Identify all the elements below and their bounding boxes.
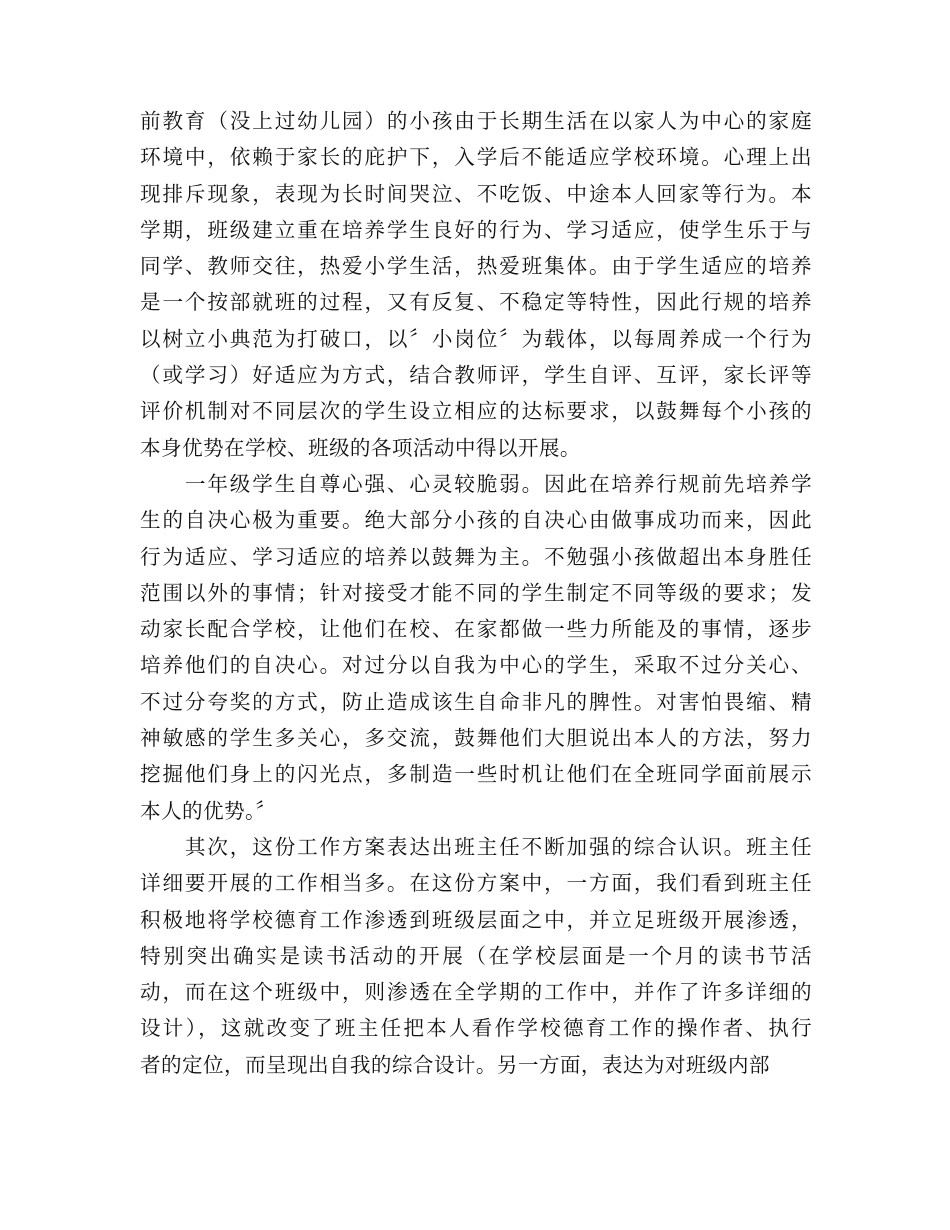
text-line: 详细要开展的工作相当多。在这份方案中，一方面，我们看到班主任 xyxy=(140,871,812,896)
text-line: 本身优势在学校、班级的各项活动中得以开展。 xyxy=(140,435,581,460)
paragraph xyxy=(140,466,812,829)
text-line: （或学习）好适应为方式，结合教师评，学生自评、互评，家长评等 xyxy=(140,363,812,388)
text-line: 者的定位，而呈现出自我的综合设计。另一方面，表达为对班级内部 xyxy=(140,1052,770,1077)
text-line: 动，而在这个班级中，则渗透在全学期的工作中，并作了许多详细的 xyxy=(140,980,812,1005)
document-body xyxy=(140,103,812,1083)
text-line: 范围以外的事情；针对接受才能不同的学生制定不同等级的要求；发 xyxy=(140,580,812,605)
text-line: 前教育（没上过幼儿园）的小孩由于长期生活在以家人为中心的家庭 xyxy=(140,109,812,133)
text-line: 本人的优势。〞 xyxy=(140,798,277,823)
text-line: 不过分夸奖的方式，防止造成该生自命非凡的脾性。对害怕畏缩、精 xyxy=(140,689,812,714)
text-line: 同学、教师交往，热爱小学生活，热爱班集体。由于学生适应的培养 xyxy=(140,254,812,279)
text-line: 现排斥现象，表现为长时间哭泣、不吃饭、中途本人回家等行为。本 xyxy=(140,181,812,206)
paragraph xyxy=(140,829,812,1083)
text-line: 动家长配合学校，让他们在校、在家都做一些力所能及的事情，逐步 xyxy=(140,617,812,642)
text-line: 行为适应、学习适应的培养以鼓舞为主。不勉强小孩做超出本身胜任 xyxy=(140,544,812,569)
text-line: 生的自决心极为重要。绝大部分小孩的自决心由做事成功而来，因此 xyxy=(140,508,812,533)
text-line: 培养他们的自决心。对过分以自我为中心的学生，采取不过分关心、 xyxy=(140,653,812,678)
text-line: 一年级学生自尊心强、心灵较脆弱。因此在培养行规前先培养学 xyxy=(140,471,812,496)
text-line: 挖掘他们身上的闪光点，多制造一些时机让他们在全班同学面前展示 xyxy=(140,762,812,787)
text-line: 评价机制对不同层次的学生设立相应的达标要求，以鼓舞每个小孩的 xyxy=(140,399,812,424)
text-line: 其次，这份工作方案表达出班主任不断加强的综合认识。班主任 xyxy=(140,834,812,859)
text-line: 是一个按部就班的过程，又有反复、不稳定等特性，因此行规的培养 xyxy=(140,290,812,315)
paragraph xyxy=(140,103,812,466)
text-line: 神敏感的学生多关心，多交流，鼓舞他们大胆说出本人的方法，努力 xyxy=(140,726,812,751)
text-line: 学期，班级建立重在培养学生良好的行为、学习适应，使学生乐于与 xyxy=(140,217,812,242)
text-line: 积极地将学校德育工作渗透到班级层面之中，并立足班级开展渗透， xyxy=(140,907,812,932)
text-line: 设计），这就改变了班主任把本人看作学校德育工作的操作者、执行 xyxy=(140,1016,812,1041)
text-line: 环境中，依赖于家长的庇护下，入学后不能适应学校环境。心理上出 xyxy=(140,145,812,170)
text-line: 以树立小典范为打破口，以〞小岗位〞为载体，以每周养成一个行为 xyxy=(140,326,812,351)
text-line: 特别突出确实是读书活动的开展（在学校层面是一个月的读书节活 xyxy=(140,943,812,968)
